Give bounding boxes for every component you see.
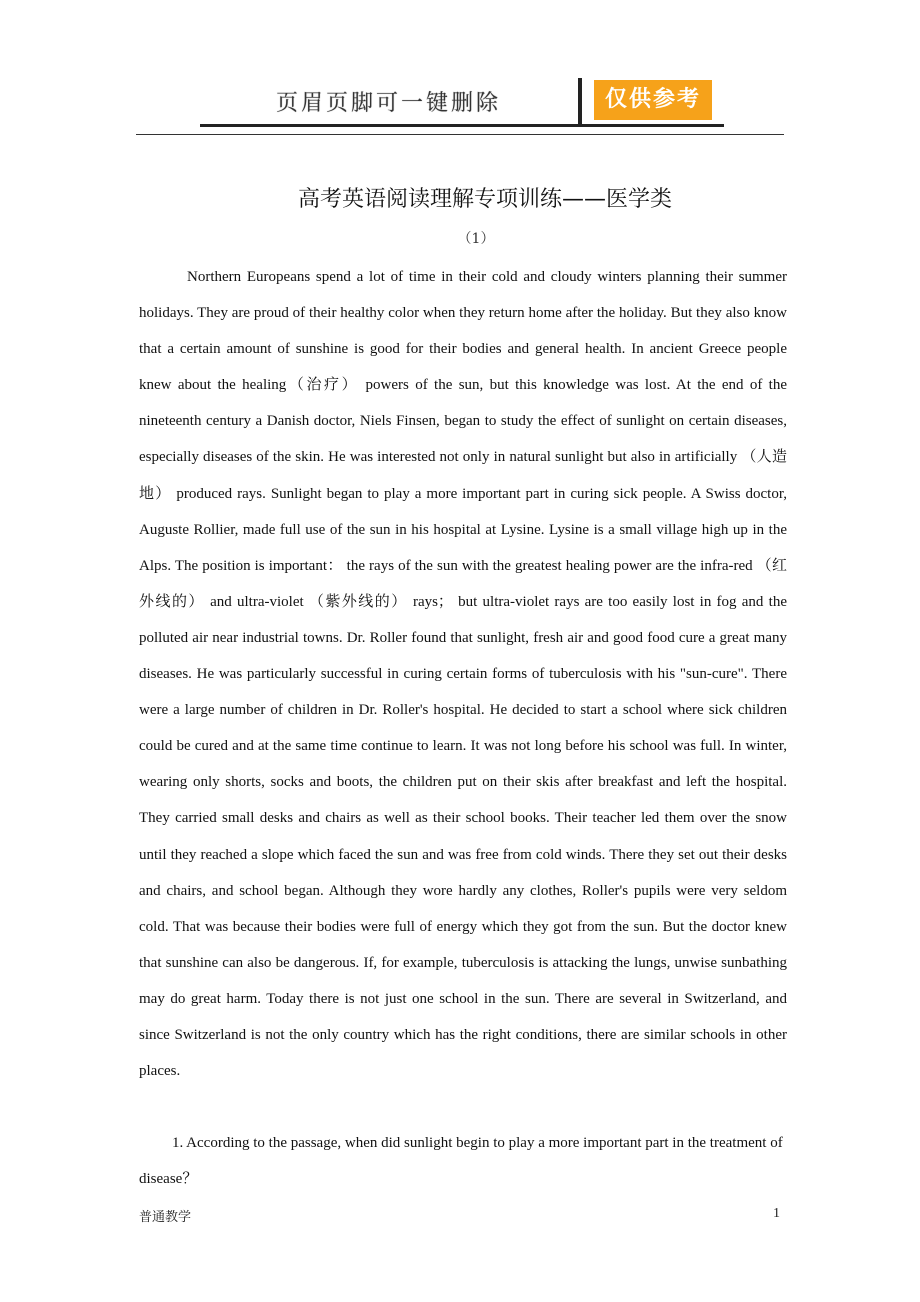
header-rule [136, 134, 784, 135]
header-badge: 仅供参考 [594, 80, 712, 120]
document-title: 高考英语阅读理解专项训练——医学类 [297, 187, 672, 212]
reading-passage: Northern Europeans spend a lot of time in their cold and cloudy winters planning their summer holidays. They are proud of their healthy color when they return home after the holiday. But they also know that a certain amount of sunshine is good for their bodies and general health. In ancient Greece people knew about the healing（治疗） powers of the sun, but this knowledge was lost. At the end of the nineteenth century a Danish doctor, Niels Finsen, began to study the effect of sunlight on certain diseases, especially diseases of the skin. He was interested not only in natural sunlight but also in artificially （人造地） produced rays. Sunlight began to play a more important part in curing sick people. A Swiss doctor, Auguste Rollier, made full use of the sun in his hospital at Lysine. Lysine is a small village high up in the Alps. The position is important： the rays of the sun with the greatest healing power are the infra-red （红外线的） and ultra-violet （紫外线的） rays； but ultra-violet rays are too easily lost in fog and the polluted air near industrial towns. Dr. Roller found that sunlight, fresh air and good food cure a great many diseases. He was particularly successful in curing certain forms of tuberculosis with his "sun-cure". There were a large number of children in Dr. Roller's hospital. He decided to start a school where sick children could be cured and at the same time continue to learn. It was not long before his school was full. In winter, wearing only shorts, socks and boots, the children put on their skis after breakfast and left the hospital. They carried small desks and chairs as well as their school books. Their teacher led them over the snow until they reached a slope which faced the sun and was free from cold winds. There they set out their desks and chairs, and school began. Although they wore hardly any clothes, Roller's pupils were very seldom cold. That was because their bodies were full of energy which they got from the sun. But the doctor knew that sunshine can also be dangerous. If, for example, tuberculosis is attacking the lungs, unwise sunbathing may do great harm. Today there is not just one school in the sun. There are several in Switzerland, and since Switzerland is not the only country which has the right conditions, there are similar schools in other places. [139, 269, 787, 1080]
header-divider [578, 78, 582, 126]
header-banner [200, 78, 720, 126]
header-left-text: 页眉页脚可一键删除 [276, 91, 502, 116]
page-number: 1 [773, 1206, 780, 1221]
footer-label: 普通教学 [139, 1210, 192, 1225]
document-subtitle: （1） [457, 231, 495, 247]
header-underline [200, 124, 724, 127]
question-1: 1. According to the passage, when did sunlight begin to play a more important part in the treatment of disease？ [139, 1135, 783, 1188]
